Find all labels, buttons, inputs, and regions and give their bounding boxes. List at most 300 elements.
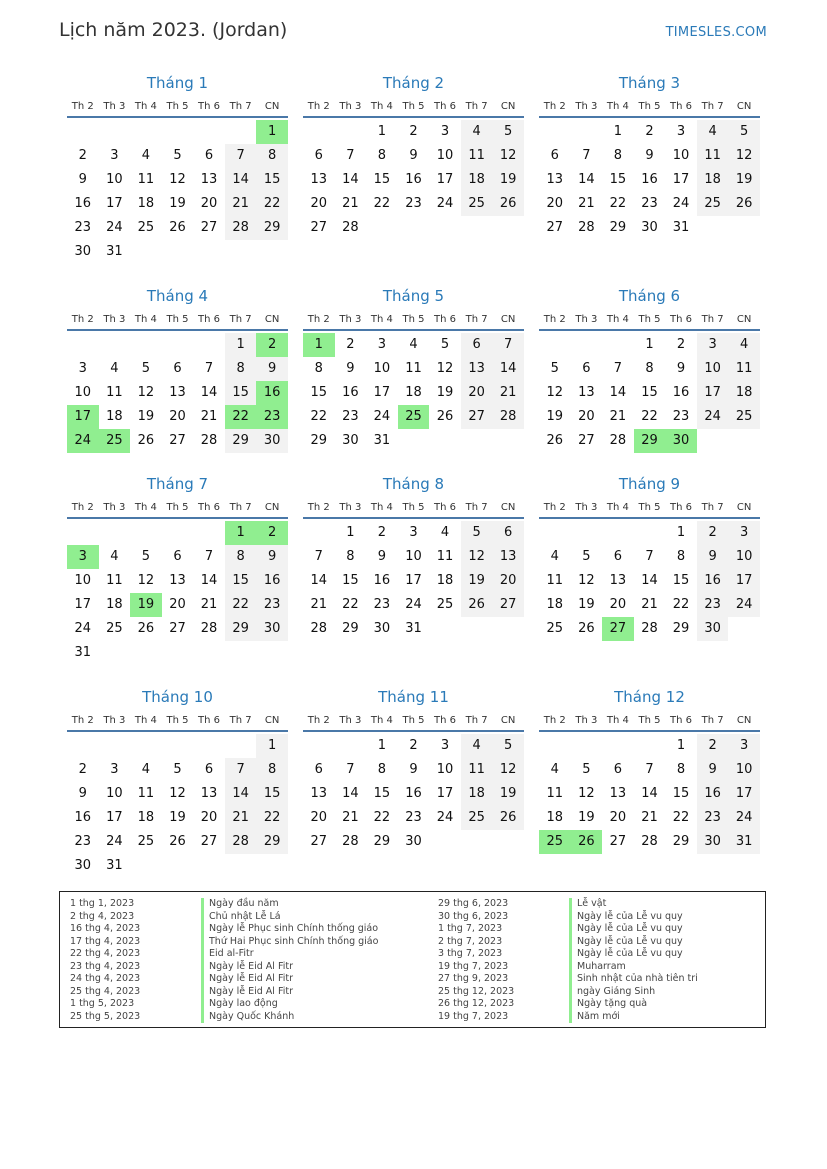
holiday-item xyxy=(70,898,378,911)
day-cell: 10 xyxy=(74,573,92,588)
day-cell: 15 xyxy=(672,786,690,801)
weekday-header xyxy=(303,495,524,519)
day-cell: 14 xyxy=(310,573,328,588)
day-cell: 25 xyxy=(728,405,760,429)
weekday-label: CN xyxy=(264,715,280,726)
day-cell: 19 xyxy=(436,385,454,400)
page-title: Lịch năm 2023. (Jordan) xyxy=(59,19,288,41)
day-cell: 28 xyxy=(641,834,658,849)
empty-cell xyxy=(634,521,666,545)
holiday-date: 1 thg 7, 2023 xyxy=(438,923,503,934)
day-cell: 30 xyxy=(665,429,697,453)
day-cell: 20 xyxy=(609,810,627,825)
holiday-item xyxy=(70,998,378,1011)
weekday-label: Th 4 xyxy=(134,715,157,726)
day-cell: 16 xyxy=(74,196,92,211)
day-cell: 19 xyxy=(137,409,155,424)
weekday-label: Th 2 xyxy=(543,715,566,726)
day-cell: 20 xyxy=(461,381,493,405)
day-cell: 5 xyxy=(550,361,559,376)
holiday-date: 27 thg 9, 2023 xyxy=(438,973,509,984)
day-cell: 11 xyxy=(106,573,123,588)
holiday-date: 25 thg 5, 2023 xyxy=(70,1010,141,1022)
day-cell: 2 xyxy=(697,734,729,758)
day-cell: 18 xyxy=(137,810,155,825)
day-cell: 18 xyxy=(106,597,123,612)
day-cell: 9 xyxy=(645,148,654,163)
day-cell: 12 xyxy=(436,361,454,376)
day-cell: 23 xyxy=(256,593,288,617)
day-grid xyxy=(539,521,760,641)
weekday-label: Th 4 xyxy=(370,502,393,513)
day-cell: 27 xyxy=(492,593,524,617)
empty-cell xyxy=(225,120,257,144)
day-cell: 25 xyxy=(461,192,493,216)
day-cell: 29 xyxy=(256,216,288,240)
day-cell: 5 xyxy=(492,120,524,144)
day-cell: 24 xyxy=(106,220,123,235)
weekday-label: Th 6 xyxy=(670,715,693,726)
day-grid xyxy=(539,734,760,854)
day-cell: 8 xyxy=(346,549,355,564)
empty-cell xyxy=(571,333,603,357)
day-cell: 22 xyxy=(672,810,690,825)
weekday-label: Th 3 xyxy=(575,314,598,325)
day-cell: 18 xyxy=(405,385,422,400)
day-cell: 22 xyxy=(672,597,690,612)
day-cell: 26 xyxy=(578,621,595,636)
weekday-header xyxy=(303,94,524,118)
day-cell: 6 xyxy=(204,762,214,777)
day-cell: 9 xyxy=(78,786,87,801)
day-cell: 23 xyxy=(672,409,690,424)
weekday-label: Th 5 xyxy=(402,101,425,112)
day-cell: 10 xyxy=(728,545,760,569)
weekday-label: Th 3 xyxy=(103,101,126,112)
day-cell: 25 xyxy=(546,621,564,636)
holiday-name: Ngày lễ của Lễ vu quy xyxy=(569,936,683,949)
day-cell: 14 xyxy=(200,385,218,400)
weekday-label: CN xyxy=(500,715,516,726)
day-cell: 13 xyxy=(169,385,186,400)
holiday-date: 26 thg 12, 2023 xyxy=(438,998,515,1009)
day-cell: 6 xyxy=(461,333,493,357)
day-cell: 30 xyxy=(697,830,729,854)
day-cell: 1 xyxy=(256,120,288,144)
holiday-list xyxy=(59,891,766,1028)
day-cell: 25 xyxy=(436,597,454,612)
day-cell: 25 xyxy=(398,405,430,429)
day-grid xyxy=(67,734,288,878)
day-cell: 12 xyxy=(492,144,524,168)
month-5 xyxy=(303,285,524,453)
day-cell: 11 xyxy=(436,549,454,564)
holiday-item xyxy=(70,973,378,986)
weekday-label: Th 7 xyxy=(465,101,488,112)
day-cell: 25 xyxy=(539,830,571,854)
month-10 xyxy=(67,686,288,878)
day-grid xyxy=(539,333,760,453)
weekday-label: Th 6 xyxy=(434,502,457,513)
day-cell: 9 xyxy=(697,545,729,569)
holiday-name: Ngày lễ Phục sinh Chính thống giáo xyxy=(201,923,378,936)
day-cell: 10 xyxy=(373,361,391,376)
day-cell: 15 xyxy=(225,381,257,405)
day-cell: 18 xyxy=(137,196,155,211)
empty-cell xyxy=(602,333,634,357)
holiday-date: 19 thg 7, 2023 xyxy=(438,960,509,972)
day-cell: 26 xyxy=(492,192,524,216)
day-cell: 19 xyxy=(492,782,524,806)
day-cell: 13 xyxy=(492,545,524,569)
day-cell: 27 xyxy=(169,621,186,636)
day-cell: 3 xyxy=(728,521,760,545)
day-cell: 5 xyxy=(141,549,151,564)
day-cell: 9 xyxy=(256,545,288,569)
day-cell: 5 xyxy=(173,762,182,777)
day-cell: 30 xyxy=(256,617,288,641)
day-cell: 5 xyxy=(173,148,182,163)
day-cell: 21 xyxy=(225,806,257,830)
day-cell: 12 xyxy=(461,545,493,569)
day-cell: 5 xyxy=(141,361,151,376)
day-cell: 31 xyxy=(74,645,92,660)
holiday-name: Ngày lễ Eid Al Fitr xyxy=(201,961,293,974)
day-cell: 18 xyxy=(728,381,760,405)
holiday-column-1 xyxy=(70,898,378,1023)
holiday-item xyxy=(438,923,698,936)
day-cell: 10 xyxy=(697,357,729,381)
holiday-name: Ngày đầu năm xyxy=(201,898,279,911)
day-cell: 19 xyxy=(130,593,162,617)
holiday-date: 19 thg 7, 2023 xyxy=(438,1010,509,1022)
weekday-label: Th 3 xyxy=(339,101,362,112)
day-cell: 21 xyxy=(225,192,257,216)
day-cell: 15 xyxy=(225,569,257,593)
day-cell: 10 xyxy=(74,385,92,400)
day-cell: 8 xyxy=(613,148,623,163)
day-cell: 14 xyxy=(492,357,524,381)
holiday-name: ngày Giáng Sinh xyxy=(569,986,655,999)
day-cell: 29 xyxy=(225,429,257,453)
day-cell: 29 xyxy=(672,621,690,636)
holiday-item xyxy=(438,898,698,911)
day-cell: 16 xyxy=(256,569,288,593)
empty-cell xyxy=(193,120,225,144)
weekday-label: Th 4 xyxy=(134,101,157,112)
day-cell: 30 xyxy=(74,858,92,873)
holiday-name: Năm mới xyxy=(569,1011,620,1024)
day-cell: 19 xyxy=(546,409,564,424)
day-cell: 23 xyxy=(74,834,92,849)
holiday-date: 17 thg 4, 2023 xyxy=(70,935,141,947)
weekday-label: Th 3 xyxy=(103,314,126,325)
day-cell: 17 xyxy=(74,597,92,612)
month-title: Tháng 12 xyxy=(614,688,685,706)
month-4 xyxy=(67,285,288,453)
day-cell: 4 xyxy=(440,525,450,540)
empty-cell xyxy=(539,521,571,545)
day-cell: 26 xyxy=(571,830,603,854)
day-cell: 25 xyxy=(137,220,155,235)
day-cell: 25 xyxy=(137,834,155,849)
day-cell: 12 xyxy=(169,786,186,801)
day-cell: 14 xyxy=(641,786,658,801)
day-cell: 3 xyxy=(697,333,729,357)
day-cell: 29 xyxy=(672,834,690,849)
day-cell: 24 xyxy=(74,621,92,636)
day-cell: 25 xyxy=(99,429,131,453)
day-cell: 17 xyxy=(436,172,454,187)
day-cell: 17 xyxy=(728,782,760,806)
day-cell: 14 xyxy=(200,573,218,588)
day-cell: 22 xyxy=(641,409,658,424)
day-cell: 6 xyxy=(492,521,524,545)
day-cell: 4 xyxy=(141,148,151,163)
holiday-item xyxy=(70,923,378,936)
day-cell: 16 xyxy=(342,385,359,400)
weekday-label: Th 2 xyxy=(543,502,566,513)
day-cell: 6 xyxy=(582,361,591,376)
day-cell: 8 xyxy=(225,545,257,569)
day-cell: 11 xyxy=(137,786,155,801)
day-cell: 24 xyxy=(697,405,729,429)
empty-cell xyxy=(99,521,131,545)
weekday-label: Th 3 xyxy=(103,715,126,726)
empty-cell xyxy=(130,120,162,144)
empty-cell xyxy=(571,734,603,758)
day-cell: 5 xyxy=(440,337,450,352)
day-cell: 13 xyxy=(310,172,328,187)
day-cell: 13 xyxy=(578,385,595,400)
day-cell: 30 xyxy=(373,621,391,636)
weekday-label: Th 6 xyxy=(670,101,693,112)
weekday-label: Th 5 xyxy=(402,314,425,325)
day-cell: 17 xyxy=(106,810,123,825)
holiday-name: Lễ vật xyxy=(569,898,606,911)
day-cell: 22 xyxy=(225,593,257,617)
day-cell: 7 xyxy=(582,148,591,163)
day-cell: 31 xyxy=(373,433,391,448)
day-cell: 8 xyxy=(314,361,323,376)
month-title: Tháng 2 xyxy=(382,74,445,92)
day-cell: 6 xyxy=(550,148,559,163)
month-title: Tháng 1 xyxy=(146,74,209,92)
day-cell: 3 xyxy=(67,545,99,569)
month-title: Tháng 10 xyxy=(142,688,213,706)
day-cell: 21 xyxy=(641,597,658,612)
day-cell: 30 xyxy=(641,220,658,235)
day-cell: 5 xyxy=(582,762,591,777)
day-cell: 18 xyxy=(436,573,454,588)
holiday-name: Ngày tặng quà xyxy=(569,998,647,1011)
day-cell: 7 xyxy=(225,758,257,782)
day-cell: 10 xyxy=(405,549,422,564)
day-cell: 30 xyxy=(256,429,288,453)
empty-cell xyxy=(99,333,131,357)
empty-cell xyxy=(602,521,634,545)
day-cell: 2 xyxy=(256,521,288,545)
day-cell: 6 xyxy=(314,148,323,163)
holiday-name: Thứ Hai Phục sinh Chính thống giáo xyxy=(201,936,378,949)
day-cell: 24 xyxy=(728,806,760,830)
day-cell: 28 xyxy=(225,830,257,854)
day-cell: 26 xyxy=(492,806,524,830)
day-cell: 10 xyxy=(106,172,123,187)
day-grid xyxy=(303,734,524,854)
day-cell: 19 xyxy=(461,569,493,593)
day-cell: 17 xyxy=(373,385,391,400)
day-grid xyxy=(67,120,288,264)
month-8 xyxy=(303,473,524,641)
weekday-label: CN xyxy=(264,502,280,513)
day-cell: 30 xyxy=(342,433,359,448)
day-cell: 9 xyxy=(697,758,729,782)
weekday-label: Th 2 xyxy=(307,502,330,513)
day-cell: 16 xyxy=(256,381,288,405)
day-cell: 28 xyxy=(641,621,658,636)
weekday-label: Th 3 xyxy=(339,502,362,513)
weekday-label: Th 5 xyxy=(166,101,189,112)
day-cell: 19 xyxy=(492,168,524,192)
weekday-label: Th 7 xyxy=(229,101,252,112)
day-cell: 15 xyxy=(672,573,690,588)
day-cell: 15 xyxy=(609,172,627,187)
day-cell: 8 xyxy=(256,758,288,782)
weekday-label: Th 4 xyxy=(606,715,629,726)
day-cell: 11 xyxy=(137,172,155,187)
weekday-label: Th 7 xyxy=(701,314,724,325)
day-cell: 9 xyxy=(409,762,418,777)
holiday-date: 1 thg 1, 2023 xyxy=(70,898,135,909)
weekday-label: Th 7 xyxy=(701,502,724,513)
day-cell: 12 xyxy=(137,385,155,400)
weekday-header xyxy=(539,94,760,118)
empty-cell xyxy=(130,333,162,357)
weekday-label: CN xyxy=(736,715,752,726)
holiday-date: 30 thg 6, 2023 xyxy=(438,910,509,922)
weekday-label: Th 5 xyxy=(166,314,189,325)
weekday-label: Th 2 xyxy=(307,314,330,325)
day-cell: 12 xyxy=(578,573,595,588)
day-cell: 26 xyxy=(728,192,760,216)
weekday-label: Th 2 xyxy=(71,314,94,325)
day-cell: 6 xyxy=(613,549,623,564)
holiday-date: 2 thg 4, 2023 xyxy=(70,910,135,922)
empty-cell xyxy=(193,734,225,758)
month-6 xyxy=(539,285,760,453)
day-cell: 26 xyxy=(137,621,155,636)
empty-cell xyxy=(539,333,571,357)
holiday-date: 2 thg 7, 2023 xyxy=(438,935,503,947)
day-cell: 9 xyxy=(676,361,686,376)
site-link[interactable]: TIMESLES.COM xyxy=(665,25,767,40)
weekday-label: Th 6 xyxy=(198,715,221,726)
day-cell: 16 xyxy=(373,573,391,588)
weekday-label: CN xyxy=(500,314,516,325)
day-cell: 16 xyxy=(697,782,729,806)
day-cell: 6 xyxy=(613,762,623,777)
day-cell: 13 xyxy=(546,172,564,187)
weekday-header xyxy=(539,307,760,331)
day-cell: 3 xyxy=(728,734,760,758)
day-cell: 31 xyxy=(106,858,123,873)
day-cell: 9 xyxy=(78,172,87,187)
day-cell: 1 xyxy=(225,521,257,545)
day-grid xyxy=(303,521,524,641)
day-cell: 18 xyxy=(461,782,493,806)
day-cell: 1 xyxy=(676,525,686,540)
day-cell: 3 xyxy=(78,361,87,376)
day-cell: 7 xyxy=(645,762,654,777)
empty-cell xyxy=(303,120,335,144)
empty-cell xyxy=(67,120,99,144)
day-cell: 30 xyxy=(697,617,729,641)
day-cell: 13 xyxy=(609,573,627,588)
weekday-label: CN xyxy=(736,101,752,112)
month-title: Tháng 8 xyxy=(382,475,445,493)
day-cell: 14 xyxy=(609,385,627,400)
day-cell: 11 xyxy=(405,361,422,376)
day-cell: 8 xyxy=(676,762,686,777)
day-cell: 20 xyxy=(310,196,328,211)
weekday-label: Th 5 xyxy=(402,502,425,513)
day-cell: 27 xyxy=(310,834,328,849)
weekday-label: Th 5 xyxy=(638,715,661,726)
day-cell: 7 xyxy=(613,361,623,376)
day-cell: 1 xyxy=(676,738,686,753)
day-cell: 31 xyxy=(405,621,422,636)
day-cell: 21 xyxy=(200,409,218,424)
holiday-name: Sinh nhật của nhà tiên tri xyxy=(569,973,698,986)
empty-cell xyxy=(162,521,194,545)
weekday-header xyxy=(67,94,288,118)
weekday-label: Th 4 xyxy=(370,101,393,112)
month-3 xyxy=(539,72,760,240)
holiday-date: 29 thg 6, 2023 xyxy=(438,898,509,909)
weekday-label: Th 7 xyxy=(465,715,488,726)
day-grid xyxy=(539,120,760,240)
weekday-label: Th 5 xyxy=(638,314,661,325)
day-cell: 7 xyxy=(346,762,355,777)
day-cell: 26 xyxy=(546,433,564,448)
day-cell: 31 xyxy=(728,830,760,854)
day-cell: 10 xyxy=(436,762,454,777)
day-cell: 10 xyxy=(436,148,454,163)
day-cell: 24 xyxy=(728,593,760,617)
weekday-label: Th 5 xyxy=(638,502,661,513)
empty-cell xyxy=(130,521,162,545)
day-cell: 7 xyxy=(314,549,323,564)
day-cell: 13 xyxy=(200,172,218,187)
day-cell: 19 xyxy=(578,810,595,825)
empty-cell xyxy=(67,521,99,545)
weekday-label: Th 5 xyxy=(166,715,189,726)
day-cell: 20 xyxy=(169,597,186,612)
weekday-label: Th 4 xyxy=(370,314,393,325)
day-cell: 10 xyxy=(728,758,760,782)
day-grid xyxy=(67,333,288,453)
month-title: Tháng 5 xyxy=(382,287,445,305)
day-cell: 20 xyxy=(310,810,328,825)
empty-cell xyxy=(99,734,131,758)
day-cell: 2 xyxy=(78,148,87,163)
day-cell: 17 xyxy=(405,573,422,588)
day-cell: 3 xyxy=(409,525,418,540)
day-cell: 14 xyxy=(578,172,595,187)
weekday-label: Th 2 xyxy=(307,101,330,112)
weekday-header xyxy=(67,495,288,519)
